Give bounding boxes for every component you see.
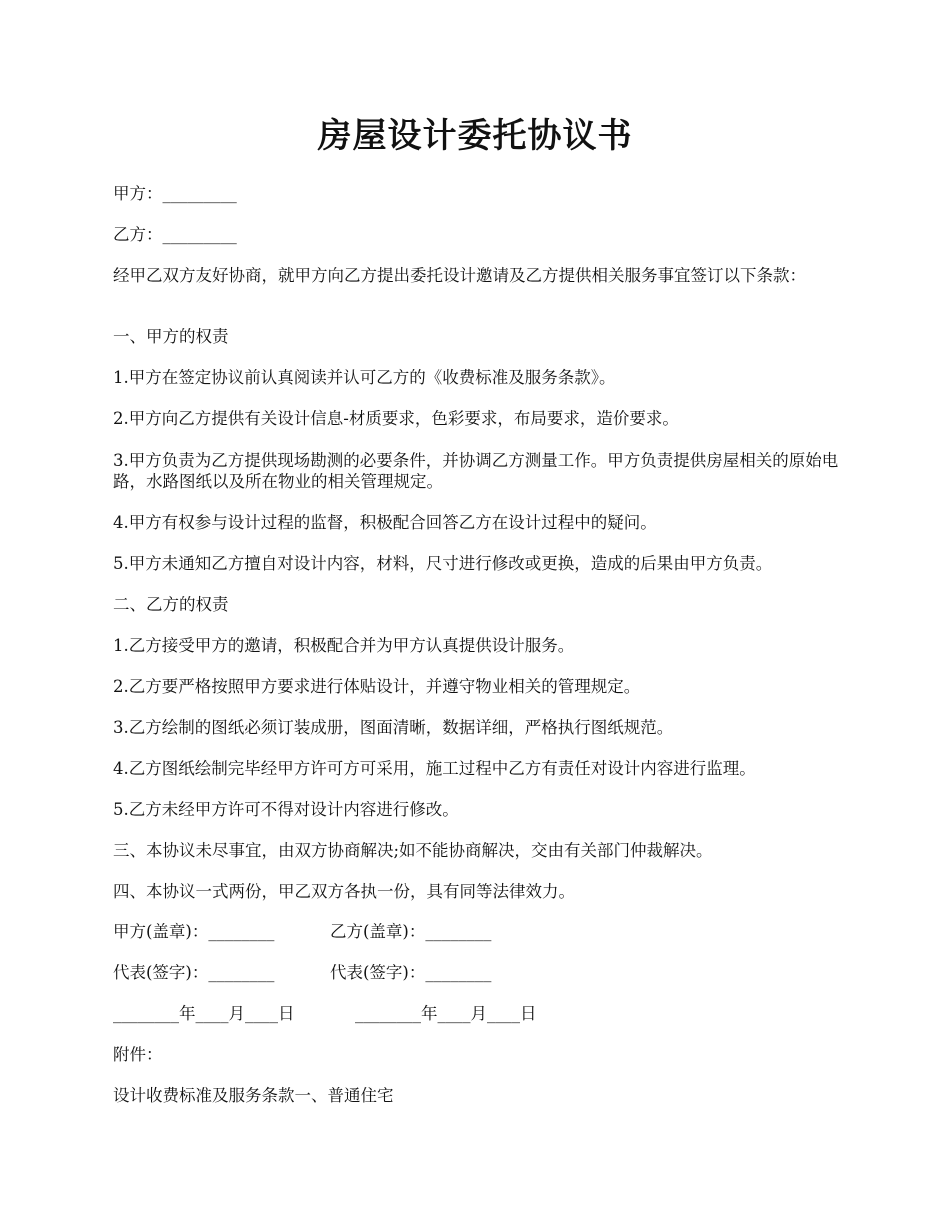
section2-item-5: 5.乙方未经甲方许可不得对设计内容进行修改。 xyxy=(113,800,459,819)
party-b-representative: 代表(签字)：________ xyxy=(330,963,492,982)
document-title: 房屋设计委托协议书 xyxy=(317,116,633,156)
section1-item-4: 4.甲方有权参与设计过程的监督，积极配合回答乙方在设计过程中的疑问。 xyxy=(113,513,657,532)
section1-item-5: 5.甲方未通知乙方擅自对设计内容，材料，尺寸进行修改或更换，造成的后果由甲方负责。 xyxy=(113,554,773,573)
section4-paragraph: 四、本协议一式两份，甲乙双方各执一份，具有同等法律效力。 xyxy=(113,882,575,901)
representative-row xyxy=(113,962,853,984)
party-b-line xyxy=(113,224,237,245)
date-row xyxy=(113,1003,853,1025)
section1-item-1: 1.甲方在签定协议前认真阅读并认可乙方的《收费标准及服务条款》。 xyxy=(113,368,616,387)
party-a-blank: _________ xyxy=(162,184,237,203)
seal-row xyxy=(113,921,853,943)
party-a-date: ________年____月____日 xyxy=(113,1004,295,1023)
party-b-seal: 乙方(盖章)：________ xyxy=(330,922,492,941)
attachment-title: 设计收费标准及服务条款一、普通住宅 xyxy=(113,1086,394,1105)
section3-paragraph: 三、本协议未尽事宜，由双方协商解决;如不能协商解决，交由有关部门仲裁解决。 xyxy=(113,841,713,860)
section2-item-1: 1.乙方接受甲方的邀请，积极配合并为甲方认真提供设计服务。 xyxy=(113,636,575,655)
section1-item-2: 2.甲方向乙方提供有关设计信息-材质要求，色彩要求，布局要求，造价要求。 xyxy=(113,409,679,428)
attachment-label: 附件： xyxy=(113,1045,163,1064)
party-a-seal: 甲方(盖章)：________ xyxy=(113,922,275,941)
section2-heading: 二、乙方的权责 xyxy=(113,595,229,614)
section2-item-4: 4.乙方图纸绘制完毕经甲方许可方可采用，施工过程中乙方有责任对设计内容进行监理。 xyxy=(113,759,756,778)
section2-item-3: 3.乙方绘制的图纸必须订装成册，图面清晰，数据详细，严格执行图纸规范。 xyxy=(113,718,674,737)
party-b-blank: _________ xyxy=(162,225,237,244)
section2-item-2: 2.乙方要严格按照甲方要求进行体贴设计，并遵守物业相关的管理规定。 xyxy=(113,677,641,696)
party-a-representative: 代表(签字)：________ xyxy=(113,963,275,982)
party-a-line xyxy=(113,183,237,204)
section1-heading: 一、甲方的权责 xyxy=(113,327,229,346)
party-b-label: 乙方： xyxy=(113,225,163,244)
party-a-label: 甲方： xyxy=(113,184,163,203)
section1-item-3: 3.甲方负责为乙方提供现场勘测的必要条件，并协调乙方测量工作。甲方负责提供房屋相关的原始电路，水路图纸以及所在物业的相关管理规定。 xyxy=(113,451,839,491)
intro-paragraph: 经甲乙双方友好协商，就甲方向乙方提出委托设计邀请及乙方提供相关服务事宜签订以下条款： xyxy=(113,266,806,285)
party-b-date: ________年____月____日 xyxy=(355,1004,537,1023)
